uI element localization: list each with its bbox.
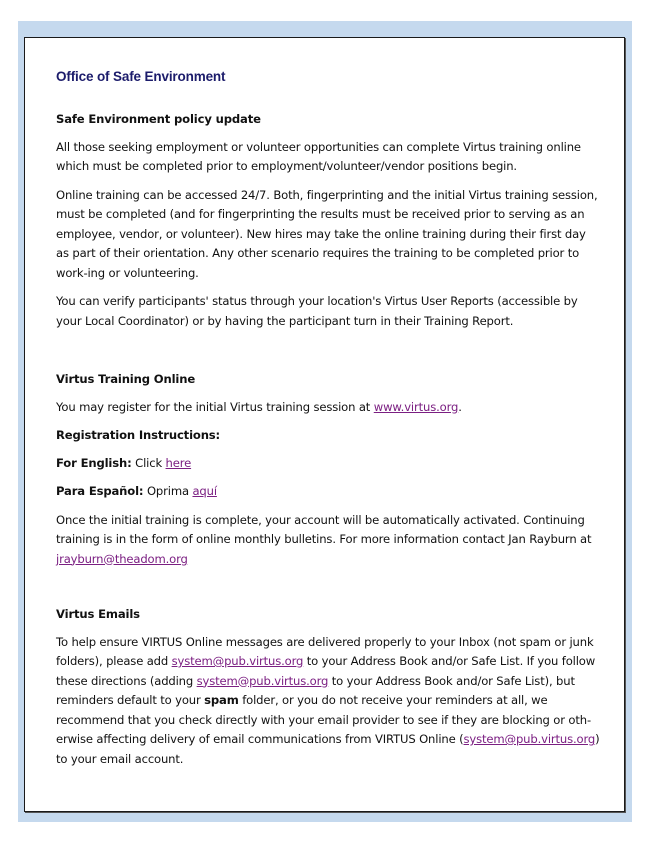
emails-text-4: folder, or you do not receive your reminders at all, we recommend that you check directly with your email provider to see if they are blocking or oth-erwise affecting delivery of email communications from VIRTUS Online ( (56, 693, 591, 746)
spanish-label: Para Español: (56, 484, 144, 498)
policy-paragraph-2: Online training can be accessed 24/7. Both, fingerprinting and the initial Virtus training session, must be completed (and for fingerprinting the results must be received prior to serving as an employee, vendor, or volunteer). New hires may take the online training during their first day as part of their orientation. Any other scenario requires the training to be completed prior to work-ing or volunteering. (56, 187, 598, 280)
contact-email-link[interactable]: jrayburn@theadom.org (56, 551, 188, 566)
system-email-link-1[interactable]: system@pub.virtus.org (171, 654, 304, 668)
english-text: Click (131, 455, 166, 470)
emails-heading: Virtus Emails (56, 607, 140, 621)
training-section (56, 370, 601, 569)
emails-text-3: to your Address Book and/or Safe List), but reminders default to your (56, 673, 575, 707)
system-email-link-3[interactable]: system@pub.virtus.org (463, 732, 596, 746)
register-suffix: . (458, 399, 462, 414)
english-label: For English: (56, 455, 132, 470)
emails-text-2: to your Address Book and/or Safe List. If you follow these directions (adding (56, 654, 596, 688)
policy-section (56, 110, 601, 331)
emails-text-1: To help ensure VIRTUS Online messages are delivered properly to your Inbox (not spam or junk folders), please add (56, 634, 594, 668)
english-here-link[interactable]: here (165, 455, 192, 470)
spam-word: spam (204, 693, 239, 707)
spanish-aqui-link[interactable]: aquí (192, 484, 217, 498)
policy-heading: Safe Environment policy update (56, 112, 261, 126)
virtus-website-link[interactable]: www.virtus.org (373, 399, 459, 414)
emails-text-5: ) to your email account. (56, 732, 600, 766)
activation-paragraph (56, 511, 601, 570)
policy-paragraph-3: You can verify participants' status through your location's Virtus User Reports (accessible by your Local Coordinator) or by having the participant turn in their Training Report. (56, 294, 578, 328)
training-heading: Virtus Training Online (56, 372, 196, 386)
register-paragraph (56, 398, 601, 418)
emails-section (56, 605, 601, 769)
registration-instructions-heading: Registration Instructions: (56, 428, 221, 442)
document-content (56, 68, 601, 778)
document-page (24, 37, 625, 812)
emails-paragraph (56, 633, 601, 770)
office-title: Office of Safe Environment (56, 69, 226, 84)
system-email-link-2[interactable]: system@pub.virtus.org (196, 673, 329, 688)
policy-paragraph-1: All those seeking employment or volunteer opportunities can complete Virtus training online which must be completed prior to employment/volunteer/vendor positions begin. (56, 139, 581, 173)
spanish-text: Oprima (143, 484, 193, 498)
spanish-instructions (56, 482, 601, 502)
spacer (56, 340, 601, 370)
activation-text: Once the initial training is complete, your account will be automatically activated. Continuing training is in the form of online monthly bulletins. For more information contact Jan Rayburn at (56, 512, 592, 546)
spacer (56, 578, 601, 605)
register-text: You may register for the initial Virtus training session at (56, 399, 374, 414)
english-instructions (56, 454, 601, 474)
